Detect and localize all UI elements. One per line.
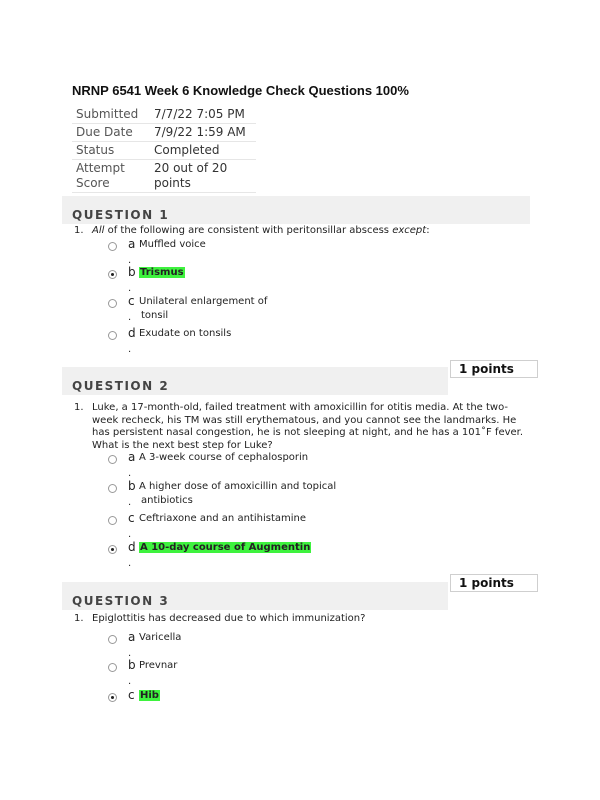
- document-title: NRNP 6541 Week 6 Knowledge Check Questions 100%: [72, 83, 409, 98]
- info-row-status: [72, 142, 256, 160]
- option-dot: .: [128, 648, 132, 659]
- option-text: Muffled voice: [139, 239, 206, 250]
- info-row-due-date: [72, 124, 256, 142]
- radio-button[interactable]: [108, 484, 117, 493]
- question-2-header: [62, 367, 448, 395]
- info-label: Submitted: [72, 106, 150, 124]
- question-emphasis: except: [392, 225, 427, 236]
- option-letter: a: [128, 630, 136, 644]
- question-3-text: [74, 613, 532, 626]
- option-dot: .: [128, 312, 132, 323]
- info-value: Completed: [150, 142, 256, 160]
- question-1-header: [62, 196, 530, 224]
- option-letter: b: [128, 479, 136, 493]
- submission-info-table: [72, 106, 256, 193]
- option-text: Unilateral enlargement of: [139, 296, 268, 307]
- option-letter: c: [128, 688, 135, 702]
- option-dot: .: [128, 497, 132, 508]
- option-text: Varicella: [139, 632, 182, 643]
- option-text: Exudate on tonsils: [139, 328, 232, 339]
- question-number: 1.: [74, 613, 84, 624]
- info-label: Status: [72, 142, 150, 160]
- question-emphasis: All: [92, 225, 105, 236]
- option-text: A higher dose of amoxicillin and topical: [139, 481, 337, 492]
- radio-button-selected[interactable]: [108, 693, 117, 702]
- option-letter: b: [128, 658, 136, 672]
- option-letter: d: [128, 540, 136, 554]
- question-text-part: of the following are consistent with peritonsillar abscess: [104, 225, 393, 236]
- info-value: 7/9/22 1:59 AM: [150, 124, 256, 142]
- option-letter: a: [128, 450, 136, 464]
- option-dot: .: [128, 255, 132, 266]
- option-letter: d: [128, 326, 136, 340]
- option-text-correct: A 10-day course of Augmentin: [140, 542, 311, 553]
- info-label: Due Date: [72, 124, 150, 142]
- info-row-submitted: [72, 106, 256, 124]
- option-dot: .: [128, 529, 132, 540]
- option-text: A 3-week course of cephalosporin: [139, 452, 309, 463]
- option-letter: a: [128, 237, 136, 251]
- question-text-part: :: [426, 225, 430, 236]
- question-1-text: [74, 225, 532, 238]
- radio-button[interactable]: [108, 516, 117, 525]
- option-text-correct: Trismus: [140, 267, 184, 278]
- radio-button-selected[interactable]: [108, 270, 117, 279]
- option-dot: .: [128, 558, 132, 569]
- question-title: QUESTION 2: [72, 379, 170, 393]
- question-2-text: [74, 402, 532, 452]
- question-number: 1.: [74, 225, 84, 236]
- option-dot: .: [128, 283, 132, 294]
- points-badge: 1 points: [450, 574, 538, 592]
- option-text-continued: antibiotics: [141, 495, 193, 506]
- question-title: QUESTION 3: [72, 594, 170, 608]
- radio-button[interactable]: [108, 635, 117, 644]
- option-text-correct: Hib: [140, 690, 159, 701]
- info-value: 20 out of 20 points: [150, 160, 256, 193]
- option-text: Prevnar: [139, 660, 178, 671]
- info-value: 7/7/22 7:05 PM: [150, 106, 256, 124]
- question-number: 1.: [74, 402, 84, 413]
- option-letter: c: [128, 294, 135, 308]
- option-dot: .: [128, 344, 132, 355]
- info-label: Attempt Score: [72, 160, 150, 193]
- option-dot: .: [128, 676, 132, 687]
- option-letter: c: [128, 511, 135, 525]
- points-badge: 1 points: [450, 360, 538, 378]
- radio-button-selected[interactable]: [108, 545, 117, 554]
- info-row-attempt-score: [72, 160, 256, 193]
- question-text-part: Luke, a 17-month-old, failed treatment with amoxicillin for otitis media. At the two-week recheck, his TM was still erythematous, and you cannot see the landmarks. He has persistent nasal congestion, he is not sleeping at night, and he has a 101˚F fever. What is the next best step for Luke?: [92, 402, 524, 451]
- radio-button[interactable]: [108, 663, 117, 672]
- option-text-continued: tonsil: [141, 310, 169, 321]
- radio-button[interactable]: [108, 299, 117, 308]
- option-letter: b: [128, 265, 136, 279]
- question-3-header: [62, 582, 448, 610]
- option-dot: .: [128, 468, 132, 479]
- radio-button[interactable]: [108, 331, 117, 340]
- question-text-part: Epiglottitis has decreased due to which immunization?: [92, 613, 366, 624]
- option-text: Ceftriaxone and an antihistamine: [139, 513, 307, 524]
- radio-button[interactable]: [108, 455, 117, 464]
- radio-button[interactable]: [108, 242, 117, 251]
- question-title: QUESTION 1: [72, 208, 170, 222]
